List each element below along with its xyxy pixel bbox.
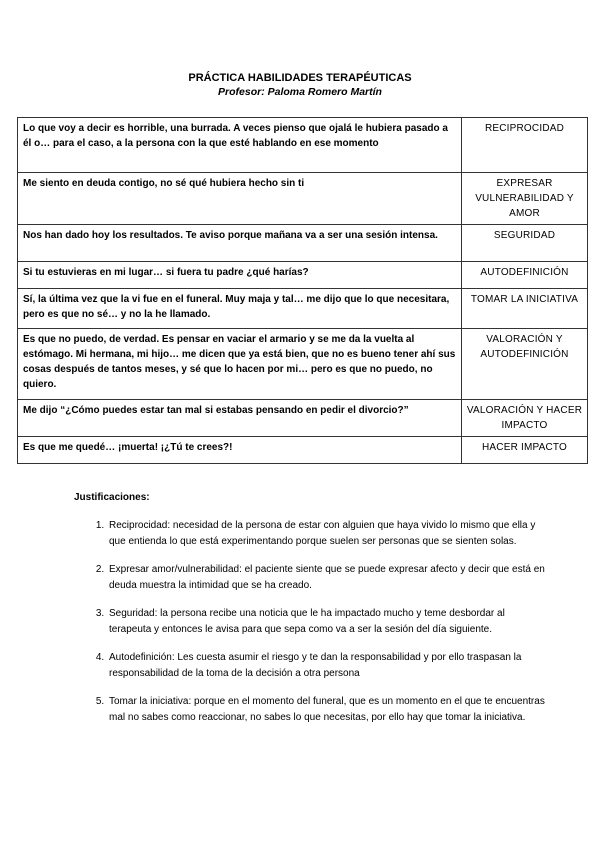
table-row [18,400,588,437]
skills-table [17,117,588,464]
justification-item: 3. Seguridad: la persona recibe una noticia que le ha impactado mucho y teme desbordar al terapeuta y entonces le avisa para que sepa como va a ser la sesión del día siguiente. [107,606,547,637]
category-cell: SEGURIDAD [462,225,588,262]
quote-cell: Me siento en deuda contigo, no sé qué hubiera hecho sin ti [18,173,462,225]
quote-cell: Me dijo “¿Cómo puedes estar tan mal si estabas pensando en pedir el divorcio?” [18,400,462,437]
quote-cell: Lo que voy a decir es horrible, una burrada. A veces pienso que ojalá le hubiera pasado a él o… para el caso, a la persona con la que esté hablando en ese momento [18,118,462,173]
category-cell: VALORACIÓN Y HACER IMPACTO [462,400,588,437]
document-title: PRÁCTICA HABILIDADES TERAPÉUTICAS [188,72,412,84]
table-row [18,437,588,464]
table-row [18,118,588,173]
category-cell: AUTODEFINICIÓN [462,262,588,289]
quote-cell: Sí, la última vez que la vi fue en el funeral. Muy maja y tal… me dijo que lo que necesitara, pero es que no sé… y no la he llamado. [18,289,462,329]
justifications-list [70,518,547,738]
quote-cell: Nos han dado hoy los resultados. Te aviso porque mañana va a ser una sesión intensa. [18,225,462,262]
table-row [18,262,588,289]
category-cell: RECIPROCIDAD [462,118,588,173]
category-cell: HACER IMPACTO [462,437,588,464]
table-row [18,173,588,225]
quote-cell: Es que me quedé… ¡muerta! ¡¿Tú te crees?! [18,437,462,464]
quote-cell: Si tu estuvieras en mi lugar… si fuera tu padre ¿qué harías? [18,262,462,289]
category-cell: TOMAR LA INICIATIVA [462,289,588,329]
table-row [18,329,588,400]
document-subtitle: Profesor: Paloma Romero Martín [218,86,382,98]
category-cell: EXPRESAR VULNERABILIDAD Y AMOR [462,173,588,225]
quote-cell: Es que no puedo, de verdad. Es pensar en vaciar el armario y se me da la vuelta al estómago. Mi hermana, mi hijo… me dicen que ya está bien, que no es bueno tener ahí sus cosas después de tantos meses, y sé que lo hacen por mi… pero es que no puedo, no quiero. [18,329,462,400]
justifications-title: Justificaciones: [74,492,150,503]
justification-item: 2. Expresar amor/vulnerabilidad: el paciente siente que se puede expresar afecto y decir que está en deuda muestra la intimidad que se ha creado. [107,562,547,593]
table-row [18,225,588,262]
justification-item: 5. Tomar la iniciativa: porque en el momento del funeral, que es un momento en el que te encuentras mal no sabes como reaccionar, no sabes lo que necesitas, por ello hay que tomar la iniciativa. [107,694,547,725]
justification-item: 4. Autodefinición: Les cuesta asumir el riesgo y te dan la responsabilidad y por ello traspasan la responsabilidad de la toma de la decisión a otra persona [107,650,547,681]
table-row [18,289,588,329]
justification-item: 1. Reciprocidad: necesidad de la persona de estar con alguien que haya vivido lo mismo que ella y que entienda lo que está experimentando porque suelen ser personas que se sienten solas. [107,518,547,549]
category-cell: VALORACIÓN Y AUTODEFINICIÓN [462,329,588,400]
